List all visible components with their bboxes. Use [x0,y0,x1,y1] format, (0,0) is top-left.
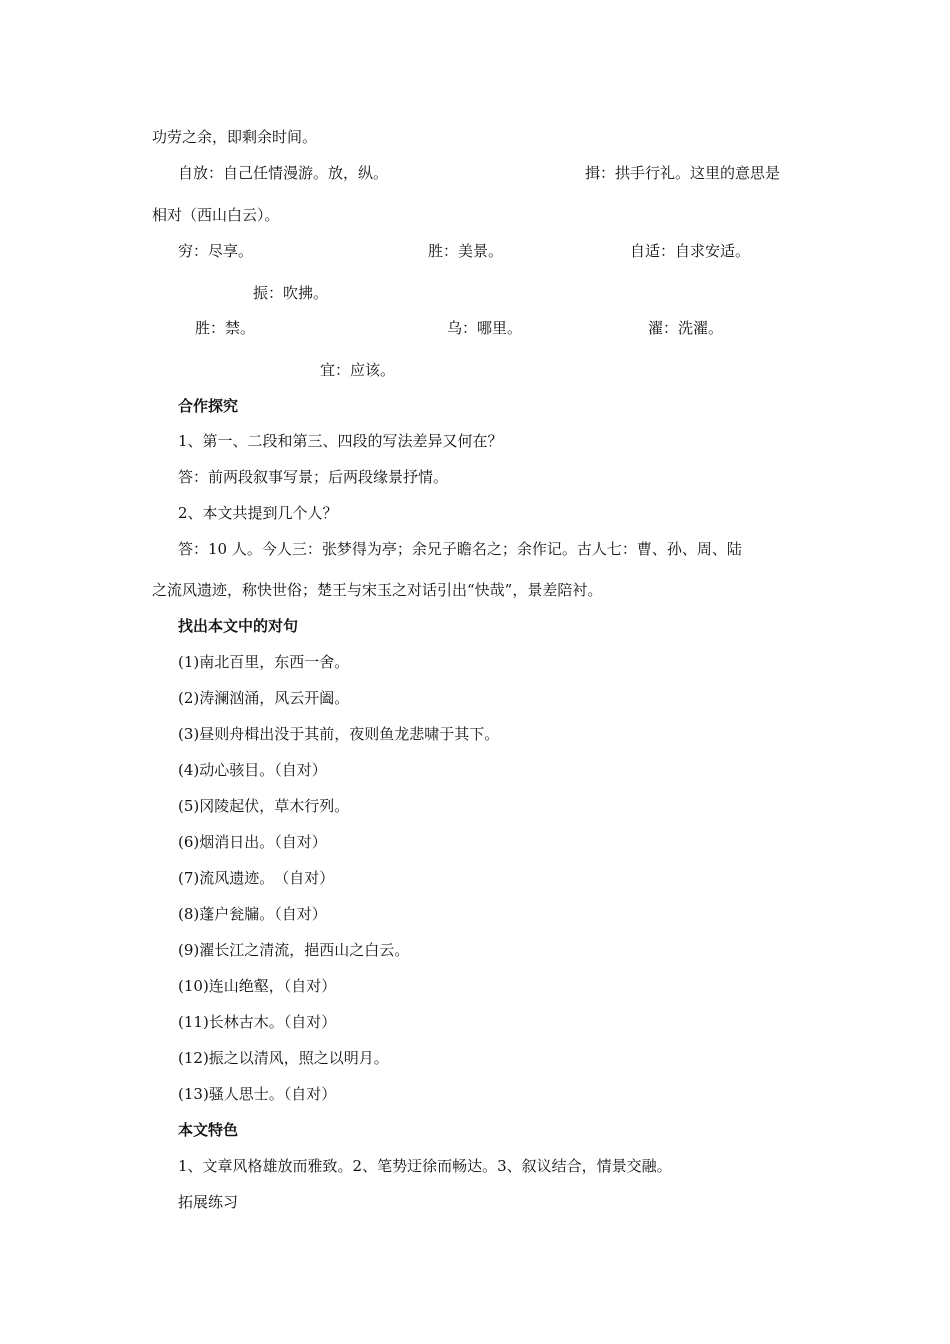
note-yi-continued: 相对（西山白云）。 [152,206,280,224]
question-2: 2、本文共提到几个人？ [178,504,338,522]
list-item: (10)连山绝壑，（自对） [178,977,337,995]
note-zhen: 振：吹拂。 [253,284,329,302]
list-item: (11)长林古木。（自对） [178,1013,337,1031]
list-item: (7)流风遗迹。 （自对） [178,869,335,887]
note-wu: 乌：哪里。 [447,319,523,337]
note-qiong: 穷：尽享。 [178,242,254,260]
list-item: (5)冈陵起伏，草木行列。 [178,797,350,815]
list-item: (6)烟消日出。（自对） [178,833,327,851]
note-zhuo: 濯：洗濯。 [648,319,724,337]
answer-2-line-1: 答：10 人。今人三：张梦得为亭；余兄子瞻名之；余作记。古人七：曹、孙、周、陆 [178,540,742,558]
note-leisure: 功劳之余，即剩余时间。 [152,128,318,146]
note-zishi: 自适：自求安适。 [630,242,751,260]
section-heading-couplets: 找出本文中的对句 [178,617,299,635]
section-heading-cooperation: 合作探究 [178,397,239,415]
list-item: (3)昼则舟楫出没于其前，夜则鱼龙悲啸于其下。 [178,725,500,743]
note-yi-should: 宜：应该。 [320,361,396,379]
note-yi: 揖：拱手行礼。这里的意思是 [585,164,781,182]
section-heading-features: 本文特色 [178,1121,239,1139]
note-zifang: 自放：自己任情漫游。放，纵。 [178,164,389,182]
section-heading-extension: 拓展练习 [178,1193,239,1211]
list-item: (4)动心骇目。（自对） [178,761,327,779]
list-item: (8)蓬户瓮牖。（自对） [178,905,327,923]
list-item: (13)骚人思士。（自对） [178,1085,337,1103]
answer-2-line-2: 之流风遗迹，称快世俗；楚王与宋玉之对话引出“快哉”，景差陪衬。 [152,581,603,599]
note-sheng-scenery: 胜：美景。 [428,242,504,260]
list-item: (9)濯长江之清流，挹西山之白云。 [178,941,410,959]
list-item: (2)涛澜汹涌，风云开阖。 [178,689,350,707]
note-sheng-endure: 胜：禁。 [195,319,256,337]
list-item: (12)振之以清风，照之以明月。 [178,1049,389,1067]
list-item: (1)南北百里，东西一舍。 [178,653,350,671]
question-1: 1、第一、二段和第三、四段的写法差异又何在？ [178,432,503,450]
answer-1: 答：前两段叙事写景；后两段缘景抒情。 [178,468,449,486]
features-text: 1、文章风格雄放而雅致。2、笔势迂徐而畅达。3、叙议结合，情景交融。 [178,1157,672,1175]
